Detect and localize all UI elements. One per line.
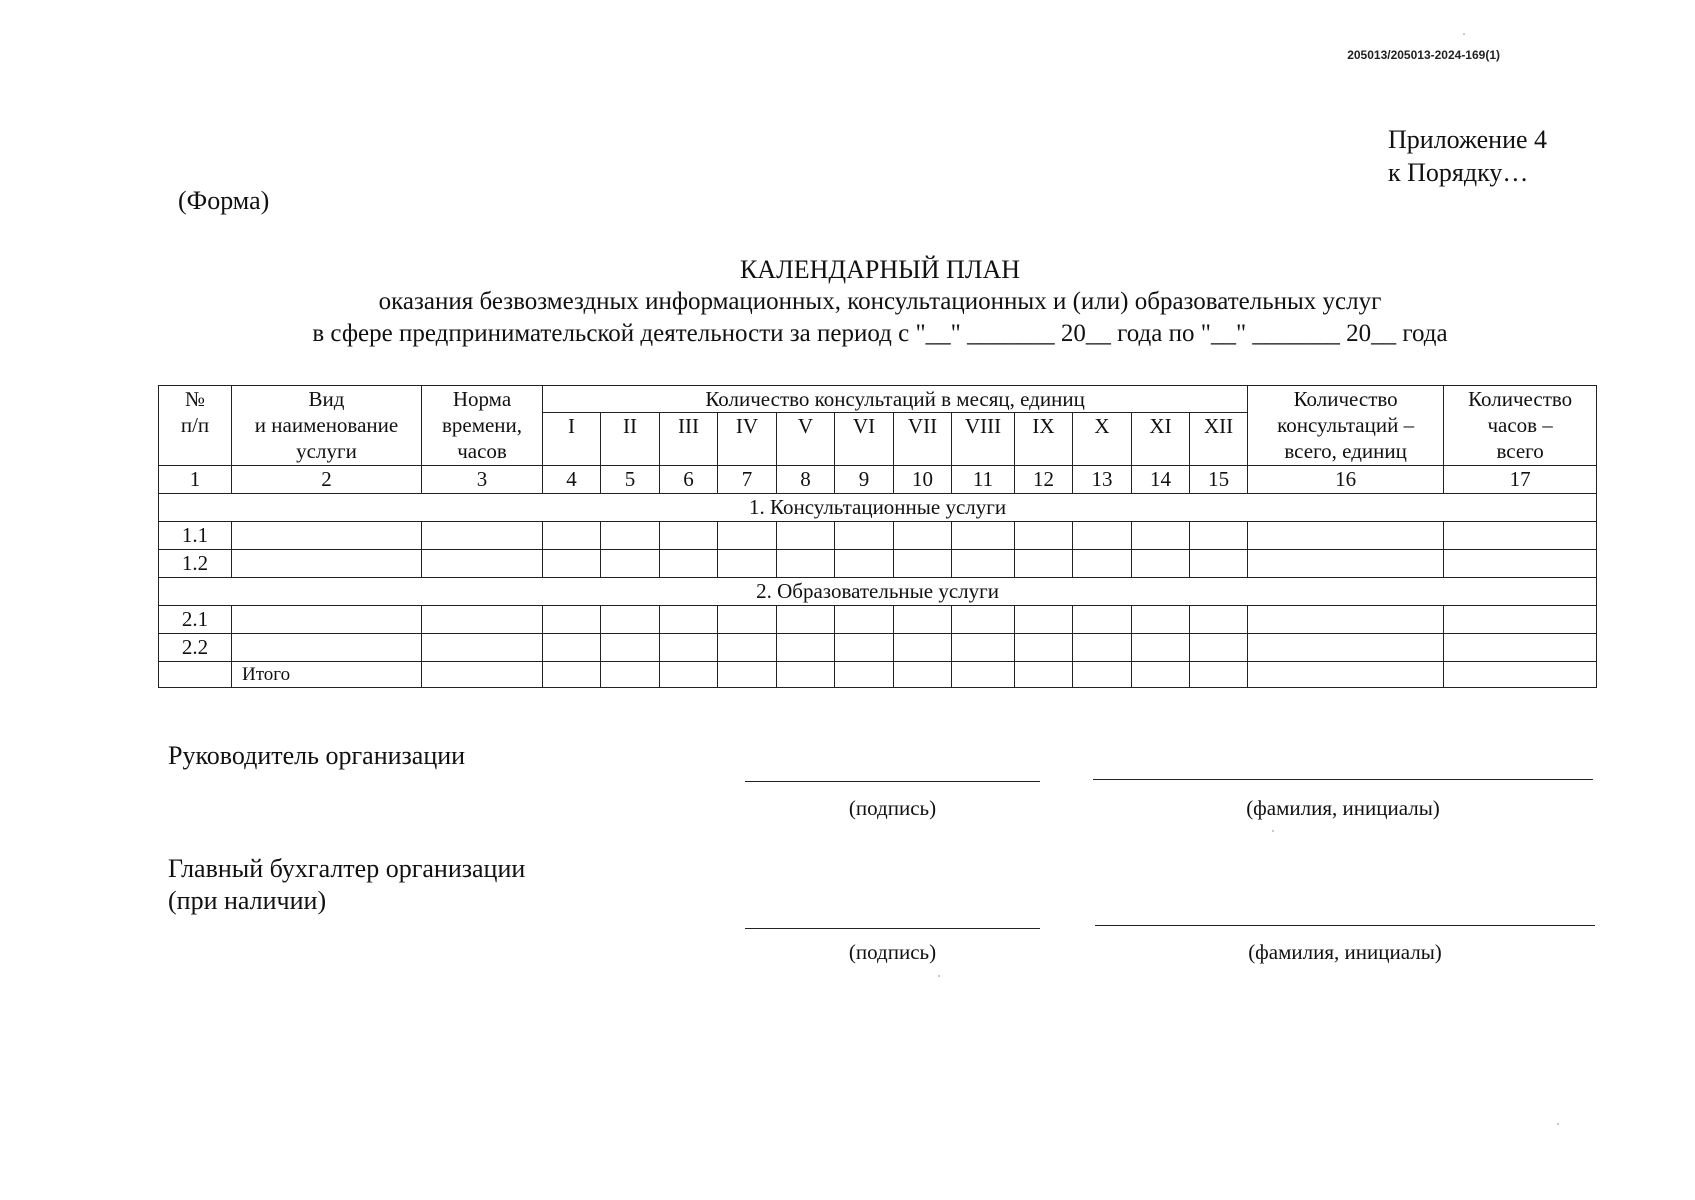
empty-cell[interactable] xyxy=(1190,662,1248,688)
section-title-education: 2. Образовательные услуги xyxy=(159,578,1597,606)
column-number-cell: 17 xyxy=(1444,466,1597,494)
row-number-cell: 1.1 xyxy=(159,522,232,550)
month-cell: II xyxy=(601,413,660,466)
header-number-cell: № п/п xyxy=(159,386,232,466)
empty-cell[interactable] xyxy=(1073,522,1132,550)
empty-cell[interactable] xyxy=(1015,550,1073,578)
header-months-group-cell: Количество консультаций в месяц, единиц xyxy=(543,386,1248,413)
document-title: КАЛЕНДАРНЫЙ ПЛАН xyxy=(739,255,1021,284)
empty-cell[interactable] xyxy=(601,606,660,634)
empty-cell[interactable] xyxy=(1190,550,1248,578)
column-number-cell: 15 xyxy=(1190,466,1248,494)
empty-cell[interactable] xyxy=(952,606,1015,634)
empty-cell[interactable] xyxy=(894,662,952,688)
empty-cell[interactable] xyxy=(1248,550,1444,578)
empty-cell[interactable] xyxy=(1444,522,1597,550)
column-number-cell: 16 xyxy=(1248,466,1444,494)
empty-cell[interactable] xyxy=(1444,634,1597,662)
column-number-cell: 5 xyxy=(601,466,660,494)
head-signature-label: Руководитель организации xyxy=(168,741,466,770)
header-norm-cell: Норма времени, часов xyxy=(422,386,543,466)
empty-cell[interactable] xyxy=(777,550,835,578)
month-cell: VI xyxy=(835,413,894,466)
empty-cell[interactable] xyxy=(232,522,422,550)
document-subtitle-line-1: оказания безвозмездных информационных, консультационных и (или) образовательных услуг xyxy=(378,288,1382,315)
empty-cell[interactable] xyxy=(1015,634,1073,662)
scan-speck xyxy=(1557,1123,1559,1125)
empty-cell[interactable] xyxy=(660,634,718,662)
column-number-cell: 14 xyxy=(1132,466,1190,494)
month-cell: XI xyxy=(1132,413,1190,466)
empty-cell[interactable] xyxy=(1248,522,1444,550)
month-cell: X xyxy=(1073,413,1132,466)
empty-cell[interactable] xyxy=(835,634,894,662)
month-cell: I xyxy=(543,413,601,466)
empty-cell[interactable] xyxy=(718,550,777,578)
table-row xyxy=(159,634,1597,662)
column-number-cell: 12 xyxy=(1015,466,1073,494)
accountant-signature-caption: (подпись) xyxy=(848,940,937,964)
empty-cell[interactable] xyxy=(232,606,422,634)
column-number-cell: 4 xyxy=(543,466,601,494)
empty-cell[interactable] xyxy=(422,662,543,688)
accountant-label-line-1: Главный бухгалтер организации xyxy=(168,854,526,883)
empty-cell xyxy=(159,662,232,688)
empty-cell[interactable] xyxy=(543,634,601,662)
empty-cell[interactable] xyxy=(422,606,543,634)
empty-cell[interactable] xyxy=(894,606,952,634)
header-total-consultations-cell: Количество консультаций – всего, единиц xyxy=(1248,386,1444,466)
empty-cell[interactable] xyxy=(835,522,894,550)
empty-cell[interactable] xyxy=(952,522,1015,550)
column-number-cell: 11 xyxy=(952,466,1015,494)
row-number-cell: 2.2 xyxy=(159,634,232,662)
head-signature-caption: (подпись) xyxy=(848,796,937,820)
month-cell: IX xyxy=(1015,413,1073,466)
row-number-cell: 2.1 xyxy=(159,606,232,634)
empty-cell[interactable] xyxy=(835,550,894,578)
head-name-line[interactable] xyxy=(1093,779,1593,780)
empty-cell[interactable] xyxy=(777,634,835,662)
empty-cell[interactable] xyxy=(422,634,543,662)
document-code: 205013/205013-2024-169(1) xyxy=(1347,48,1500,62)
empty-cell[interactable] xyxy=(1132,606,1190,634)
calendar-plan-table xyxy=(158,385,1597,688)
month-cell: VII xyxy=(894,413,952,466)
empty-cell[interactable] xyxy=(1248,662,1444,688)
column-number-cell: 6 xyxy=(660,466,718,494)
empty-cell[interactable] xyxy=(1015,606,1073,634)
total-label-cell: Итого xyxy=(232,662,422,688)
empty-cell[interactable] xyxy=(777,606,835,634)
empty-cell[interactable] xyxy=(1132,634,1190,662)
appendix-note xyxy=(1388,123,1547,189)
empty-cell[interactable] xyxy=(601,662,660,688)
empty-cell[interactable] xyxy=(601,634,660,662)
empty-cell[interactable] xyxy=(894,522,952,550)
column-number-cell: 3 xyxy=(422,466,543,494)
empty-cell[interactable] xyxy=(660,550,718,578)
empty-cell[interactable] xyxy=(952,550,1015,578)
month-cell: V xyxy=(777,413,835,466)
empty-cell[interactable] xyxy=(718,662,777,688)
head-signature-line[interactable] xyxy=(745,781,1040,782)
accountant-signature-line[interactable] xyxy=(745,928,1040,929)
accountant-name-line[interactable] xyxy=(1095,925,1595,926)
empty-cell[interactable] xyxy=(1073,634,1132,662)
table-header-row xyxy=(159,386,1597,413)
empty-cell[interactable] xyxy=(952,634,1015,662)
empty-cell[interactable] xyxy=(660,522,718,550)
column-number-cell: 13 xyxy=(1073,466,1132,494)
empty-cell[interactable] xyxy=(777,662,835,688)
header-service-cell: Вид и наименование услуги xyxy=(232,386,422,466)
column-number-cell: 2 xyxy=(232,466,422,494)
empty-cell[interactable] xyxy=(894,550,952,578)
section-row-consultation xyxy=(159,494,1597,522)
column-number-cell: 7 xyxy=(718,466,777,494)
empty-cell[interactable] xyxy=(835,662,894,688)
head-name-caption: (фамилия, инициалы) xyxy=(1246,796,1440,820)
month-cell: XII xyxy=(1190,413,1248,466)
empty-cell[interactable] xyxy=(543,606,601,634)
scan-speck xyxy=(1463,33,1465,35)
empty-cell[interactable] xyxy=(1248,634,1444,662)
form-label: (Форма) xyxy=(178,186,270,215)
column-number-cell: 8 xyxy=(777,466,835,494)
empty-cell[interactable] xyxy=(835,606,894,634)
table-row xyxy=(159,550,1597,578)
empty-cell[interactable] xyxy=(1444,662,1597,688)
empty-cell[interactable] xyxy=(543,522,601,550)
table-row xyxy=(159,606,1597,634)
month-cell: VIII xyxy=(952,413,1015,466)
empty-cell[interactable] xyxy=(601,550,660,578)
accountant-name-caption: (фамилия, инициалы) xyxy=(1248,940,1442,964)
document-title-block xyxy=(160,254,1600,350)
empty-cell[interactable] xyxy=(1015,662,1073,688)
empty-cell[interactable] xyxy=(1132,550,1190,578)
empty-cell[interactable] xyxy=(1132,522,1190,550)
appendix-line-1: Приложение 4 xyxy=(1388,125,1548,154)
empty-cell[interactable] xyxy=(1248,606,1444,634)
section-title-consultation: 1. Консультационные услуги xyxy=(159,494,1597,522)
empty-cell[interactable] xyxy=(1190,606,1248,634)
month-cell: IV xyxy=(718,413,777,466)
appendix-line-2: к Порядку… xyxy=(1388,158,1529,187)
empty-cell[interactable] xyxy=(1190,634,1248,662)
empty-cell[interactable] xyxy=(1015,522,1073,550)
header-total-hours-cell: Количество часов – всего xyxy=(1444,386,1597,466)
empty-cell[interactable] xyxy=(1073,550,1132,578)
empty-cell[interactable] xyxy=(1073,606,1132,634)
empty-cell[interactable] xyxy=(660,662,718,688)
table-row xyxy=(159,522,1597,550)
empty-cell[interactable] xyxy=(894,634,952,662)
column-number-cell: 9 xyxy=(835,466,894,494)
empty-cell[interactable] xyxy=(232,634,422,662)
empty-cell[interactable] xyxy=(543,662,601,688)
column-number-cell: 1 xyxy=(159,466,232,494)
empty-cell[interactable] xyxy=(1190,522,1248,550)
column-numbers-row xyxy=(159,466,1597,494)
total-row xyxy=(159,662,1597,688)
empty-cell[interactable] xyxy=(232,550,422,578)
empty-cell[interactable] xyxy=(660,606,718,634)
scan-speck xyxy=(938,975,940,977)
scan-speck xyxy=(1272,830,1274,832)
empty-cell[interactable] xyxy=(601,522,660,550)
empty-cell[interactable] xyxy=(1444,606,1597,634)
accountant-label-line-2: (при наличии) xyxy=(168,886,327,915)
row-number-cell: 1.2 xyxy=(159,550,232,578)
empty-cell[interactable] xyxy=(718,634,777,662)
empty-cell[interactable] xyxy=(777,522,835,550)
empty-cell[interactable] xyxy=(422,522,543,550)
month-cell: III xyxy=(660,413,718,466)
empty-cell[interactable] xyxy=(422,550,543,578)
empty-cell[interactable] xyxy=(543,550,601,578)
accountant-signature-label xyxy=(168,853,525,917)
section-row-education xyxy=(159,578,1597,606)
empty-cell[interactable] xyxy=(1073,662,1132,688)
column-number-cell: 10 xyxy=(894,466,952,494)
empty-cell[interactable] xyxy=(1132,662,1190,688)
empty-cell[interactable] xyxy=(1444,550,1597,578)
document-subtitle-line-2: в сфере предпринимательской деятельности за период с "__" _______ 20__ года по "__" _______ 20__ года xyxy=(312,320,1448,347)
empty-cell[interactable] xyxy=(718,606,777,634)
empty-cell[interactable] xyxy=(718,522,777,550)
empty-cell[interactable] xyxy=(952,662,1015,688)
